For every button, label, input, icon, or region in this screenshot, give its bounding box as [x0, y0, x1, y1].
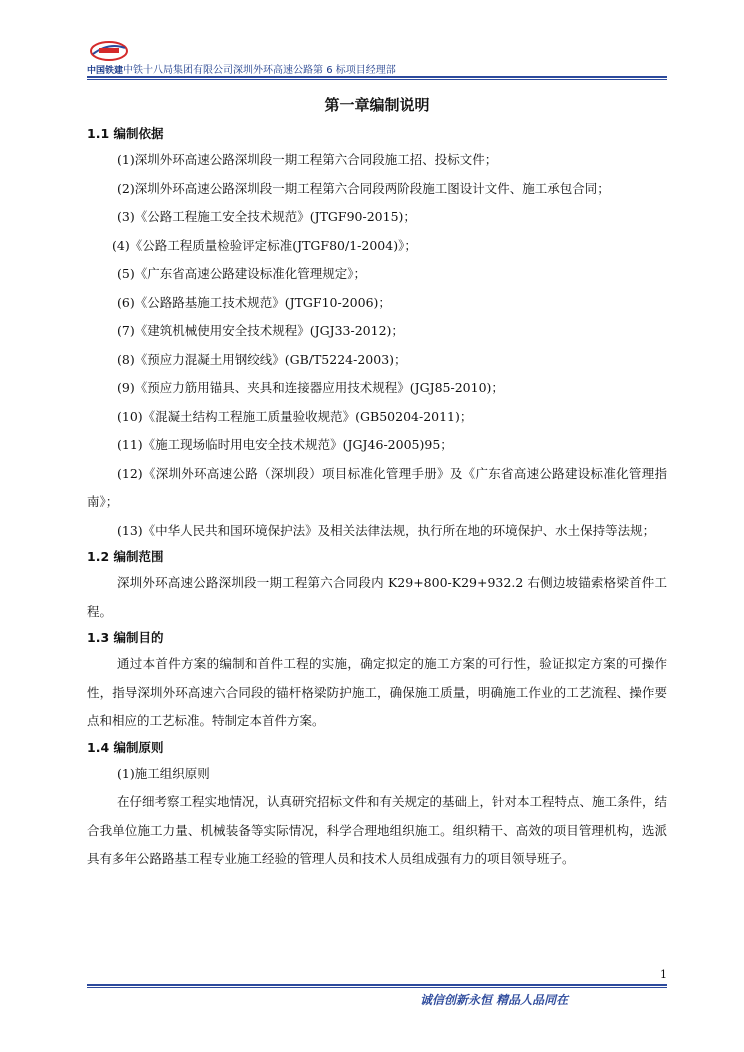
header-divider-thin	[87, 79, 667, 80]
footer-slogan: 诚信创新永恒 精品人品同在	[420, 993, 569, 1007]
section-heading-1-2: 1.2 编制范围	[87, 549, 164, 564]
subsection-label: (1)施工组织原则	[117, 765, 210, 781]
list-item: (6)《公路路基施工技术规范》(JTGF10-2006)；	[117, 294, 391, 310]
list-item: (13)《中华人民共和国环境保护法》及相关法律法规，执行所在地的环境保护、水土保持等法规；	[117, 522, 656, 538]
list-item: (12)《深圳外环高速公路（深圳段）项目标准化管理手册》及《广东省高速公路建设标准化管理指南》；	[87, 465, 667, 509]
list-item: (11)《施工现场临时用电安全技术规范》(JGJ46-2005)95；	[117, 437, 453, 452]
section-heading-1-3: 1.3 编制目的	[87, 630, 164, 645]
section-paragraph: 深圳外环高速公路深圳段一期工程第六合同段内 K29+800-K29+932.2 右侧边坡锚索格梁首件工程。	[87, 575, 667, 619]
list-item: (8)《预应力混凝土用钢绞线》(GB/T5224-2003)；	[117, 351, 407, 367]
crcc-logo-icon	[87, 40, 131, 62]
list-item: (9)《预应力筋用锚具、夹具和连接器应用技术规程》(JGJ85-2010)；	[117, 380, 504, 395]
header-org: 中国铁建	[87, 66, 124, 76]
document-body	[87, 92, 667, 874]
list-item: (5)《广东省高速公路建设标准化管理规定》；	[117, 266, 366, 281]
section-paragraph: 在仔细考察工程实地情况，认真研究招标文件和有关规定的基础上，针对本工程特点、施工条件，结合我单位施工力量、机械装备等实际情况，科学合理地组织施工。组织精干、高效的项目管理机构，选派具有多年公路路基工程专业施工经验的管理人员和技术人员组成强有力的项目领导班子。	[87, 794, 668, 866]
list-item: (7)《建筑机械使用安全技术规程》(JGJ33-2012)；	[117, 323, 404, 338]
header-title: 中铁十八局集团有限公司深圳外环高速公路第 6 标项目经理部	[123, 65, 396, 76]
section-paragraph: 通过本首件方案的编制和首件工程的实施，确定拟定的施工方案的可行性，验证拟定方案的可操作性，指导深圳外环高速六合同段的锚杆格梁防护施工，确保施工质量，明确施工作业的工艺流程、操作要点和相应的工艺标准。特制定本首件方案。	[87, 656, 667, 728]
list-item: (2)深圳外环高速公路深圳段一期工程第六合同段两阶段施工图设计文件、施工承包合同；	[117, 180, 610, 196]
section-heading-1-4: 1.4 编制原则	[87, 739, 164, 755]
list-item: (10)《混凝土结构工程施工质量验收规范》(GB50204-2011)；	[117, 408, 473, 424]
page-number: 1	[660, 968, 667, 981]
header-divider	[87, 76, 667, 78]
header-text	[87, 61, 396, 76]
list-item: (3)《公路工程施工安全技术规范》(JTGF90-2015)；	[117, 209, 416, 224]
section-heading-1-1: 1.1 编制依据	[87, 126, 164, 141]
list-item: (4)《公路工程质量检验评定标准(JTGF80/1-2004)》；	[112, 237, 417, 253]
footer-divider	[87, 984, 667, 986]
page-header	[87, 40, 667, 76]
list-item: (1)深圳外环高速公路深圳段一期工程第六合同段施工招、投标文件；	[117, 152, 498, 167]
chapter-title: 第一章编制说明	[324, 96, 430, 114]
footer-divider-thin	[87, 987, 667, 988]
